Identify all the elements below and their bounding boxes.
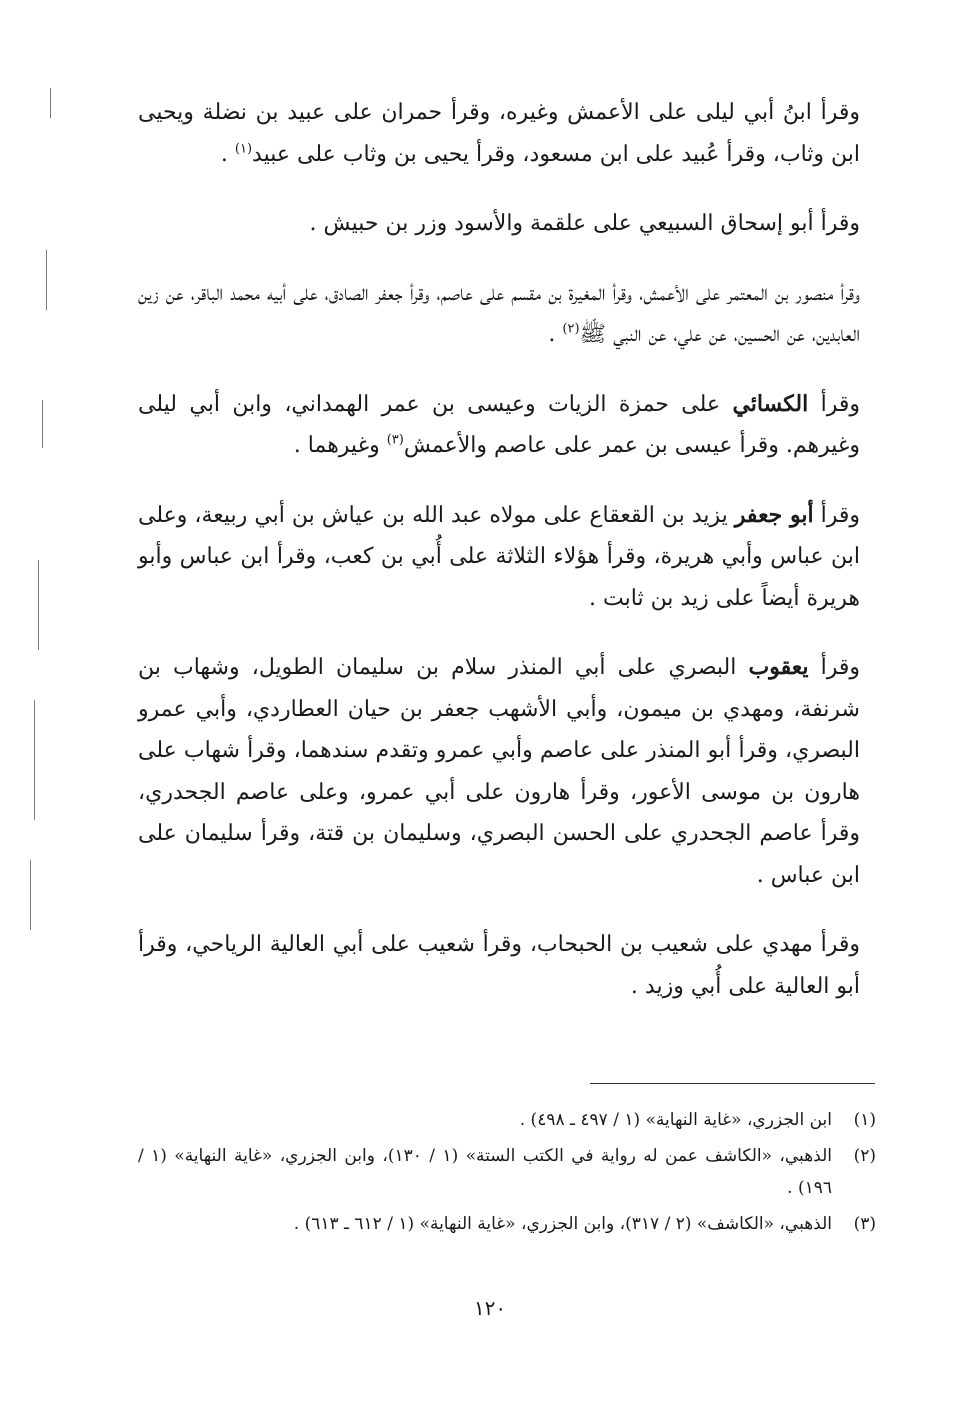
- reader-name: يعقوب: [748, 654, 809, 680]
- footnote-ref[interactable]: (٣): [386, 432, 404, 448]
- page-body: [138, 92, 860, 1007]
- footnote-number: (٣): [853, 1214, 876, 1234]
- reader-name: الكسائي: [732, 390, 809, 417]
- footnote-number: (٢): [853, 1146, 876, 1166]
- footnote-text: الذهبي، «الكاشف عمن له رواية في الكتب الستة» (١ / ١٣٠)، وابن الجزري، «غاية النهاية» (١ / ١٩٦) .: [138, 1146, 832, 1198]
- footnote-number: (١): [853, 1110, 876, 1130]
- footnote-text: الذهبي، «الكاشف» (٢ / ٣١٧)، وابن الجزري، «غاية النهاية» (١ / ٦١٢ ـ ٦١٣) .: [293, 1214, 832, 1234]
- reader-name: أبو جعفر: [734, 501, 814, 528]
- paragraph-text: وقرأ منصور بن المعتمر على الأعمش، وقرأ المغيرة بن مقسم على عاصم، وقرأ جعفر الصادق، على أبيه محمد الباقر، عن زين العابدين، عن الحسين، عن علي، عن النبي ﷺ: [138, 280, 860, 347]
- paragraph-text: وقرأ: [808, 655, 860, 680]
- scan-margin-mark: [46, 250, 47, 310]
- footnote-text: ابن الجزري، «غاية النهاية» (١ / ٤٩٧ ـ ٤٩٨) .: [519, 1110, 832, 1130]
- paragraph-text: وقرأ ابنُ أبي ليلى على الأعمش وغيره، وقرأ حمران على عبيد بن نضلة ويحيى ابن وثاب، وقرأ عُبيد على ابن مسعود، وقرأ يحيى بن وثاب على عبيد: [138, 100, 860, 167]
- footnote-ref[interactable]: (١): [234, 141, 253, 157]
- paragraph-tail: .: [220, 141, 235, 167]
- footnote-divider: [590, 1083, 875, 1084]
- paragraph-text: على حمزة الزيات وعيسى بن عمر الهمداني، وابن أبي ليلى وغيرهم. وقرأ عيسى بن عمر على عاصم والأعمش: [138, 391, 860, 458]
- paragraph-tail: .: [548, 322, 563, 347]
- scan-margin-mark: [34, 700, 35, 820]
- paragraph: [138, 92, 860, 175]
- footnote: [138, 1104, 876, 1136]
- scan-margin-mark: [42, 400, 43, 448]
- paragraph: [138, 203, 860, 245]
- scan-margin-mark: [38, 560, 39, 650]
- footnote: [138, 1208, 876, 1240]
- paragraph-text: وقرأ مهدي على شعيب بن الحبحاب، وقرأ شعيب على أبي العالية الرياحي، وقرأ أبو العالية على أُبي وزيد .: [138, 932, 860, 999]
- paragraph: [138, 495, 860, 620]
- paragraph-text: وقرأ: [808, 391, 860, 417]
- footnote-ref[interactable]: (٢): [562, 321, 580, 337]
- page-number: ١٢٠: [473, 1296, 507, 1320]
- scan-margin-mark: [50, 88, 51, 118]
- paragraph: [138, 924, 860, 1007]
- paragraph: [138, 273, 860, 356]
- paragraph: [138, 647, 860, 896]
- scan-margin-mark: [30, 860, 31, 930]
- footnote: [138, 1140, 876, 1204]
- paragraph-text: يزيد بن القعقاع على مولاه عبد الله بن عياش بن أبي ربيعة، وعلى ابن عباس وأبي هريرة، وقرأ هؤلاء الثلاثة على أُبي بن كعب، وقرأ ابن عباس وأبو هريرة أيضاً على زيد بن ثابت .: [138, 502, 860, 611]
- paragraph-text: وقرأ: [813, 502, 860, 528]
- paragraph-text: وقرأ أبو إسحاق السبيعي على علقمة والأسود وزر بن حبيش .: [309, 211, 860, 236]
- paragraph: [138, 384, 860, 467]
- footnotes: [138, 1104, 876, 1244]
- paragraph-text: البصري على أبي المنذر سلام بن سليمان الطويل، وشهاب بن شرنفة، ومهدي بن ميمون، وأبي الأشهب جعفر بن حيان العطاردي، وأبي عمرو البصري، وقرأ أبو المنذر على عاصم وأبي عمرو وتقدم سندهما، وقرأ شهاب على هارون بن موسى الأعور، وقرأ هارون على أبي عمرو، وعلى عاصم الجحدري، وقرأ عاصم الجحدري على الحسن البصري، وسليمان بن قتة، وقرأ سليمان على ابن عباس .: [138, 655, 860, 888]
- paragraph-tail: وغيرهما .: [293, 433, 387, 458]
